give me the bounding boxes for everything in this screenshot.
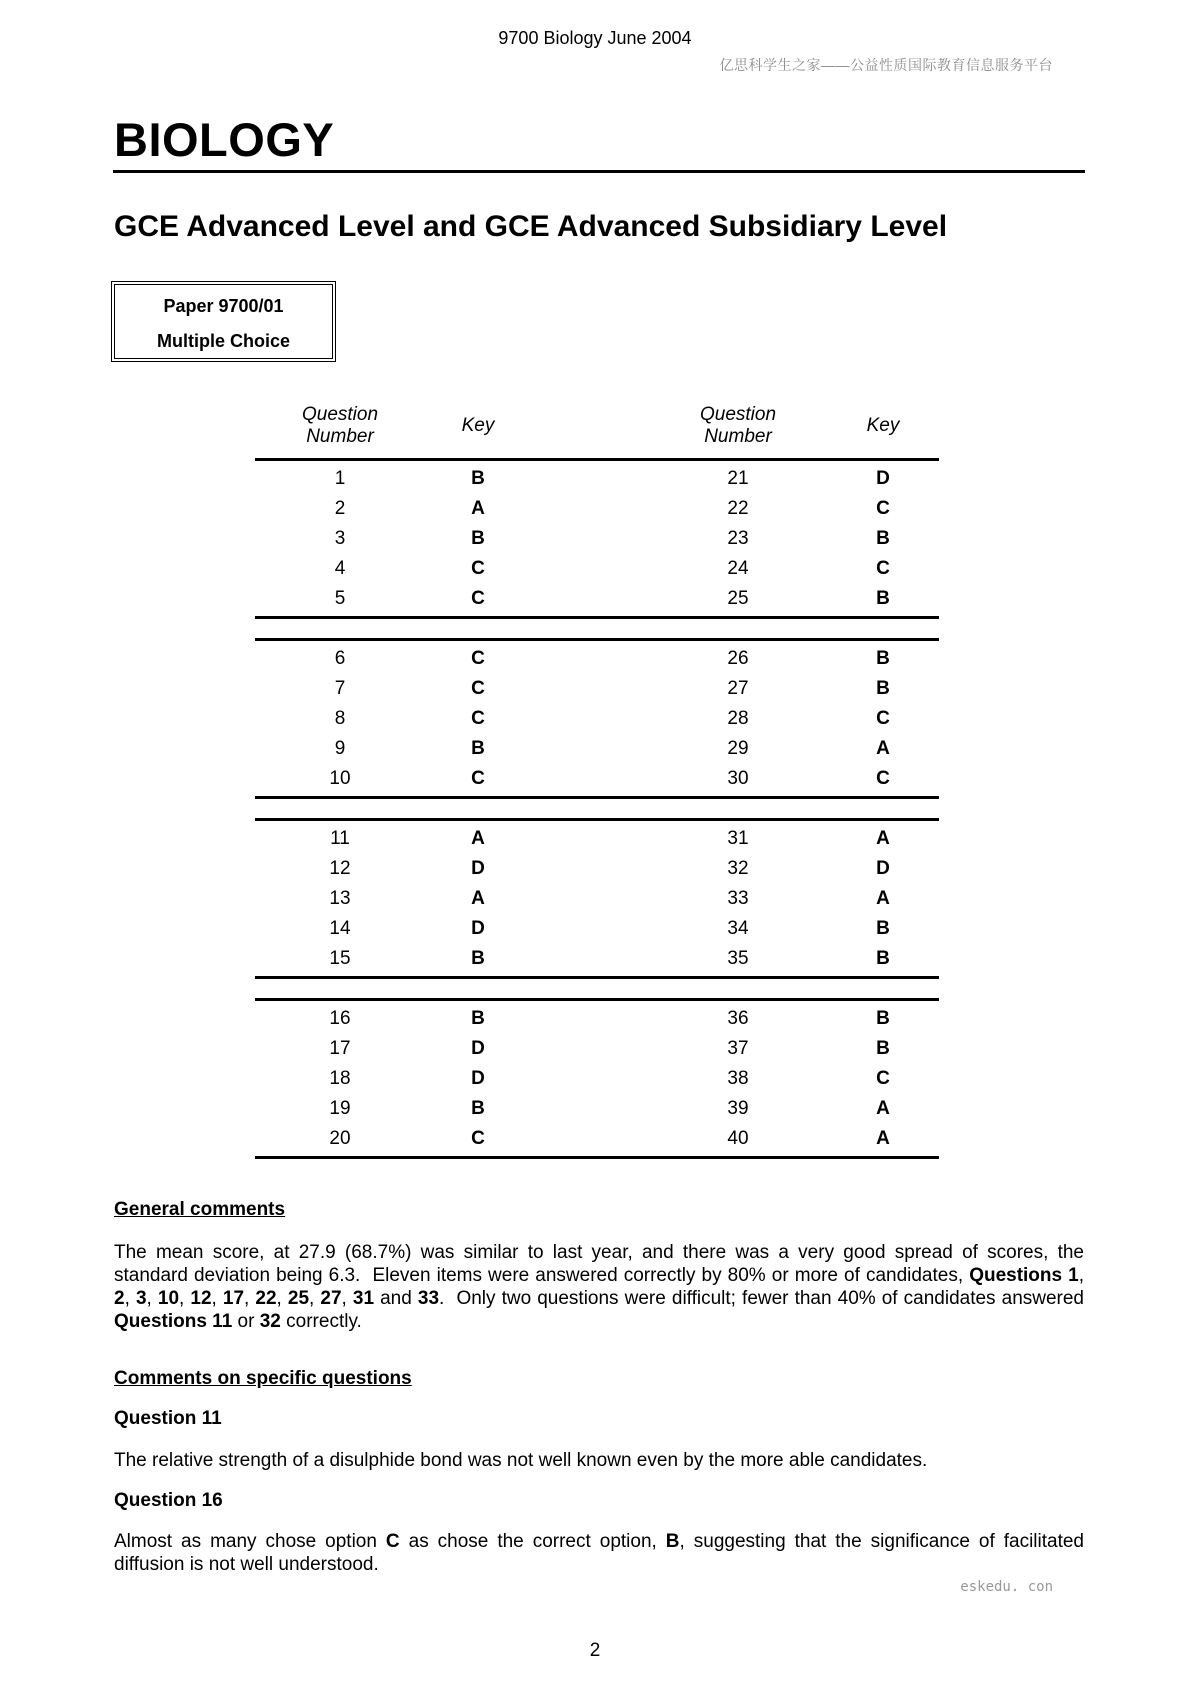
answer-key-cell: C (876, 1068, 890, 1089)
answer-key-cell: B (471, 948, 485, 969)
level-title: GCE Advanced Level and GCE Advanced Subsidiary Level (114, 210, 948, 243)
table-rule (255, 458, 939, 461)
watermark-bottom: eskedu. con (960, 1579, 1053, 1595)
answer-key-cell: C (876, 708, 890, 729)
table-rule (255, 818, 939, 821)
question-number-cell: 10 (329, 768, 351, 789)
answer-key-cell: B (471, 1098, 485, 1119)
paper-type: Multiple Choice (156, 331, 290, 351)
question-number-cell: 1 (334, 468, 346, 489)
question-number-cell: 34 (727, 918, 749, 939)
table-rule (255, 796, 939, 799)
specific-comments-heading: Comments on specific questions (114, 1368, 412, 1389)
question-number-cell: 40 (727, 1128, 749, 1149)
question-number-cell: 25 (727, 588, 749, 609)
question-number-cell: 30 (727, 768, 749, 789)
subject-title: BIOLOGY (114, 113, 335, 166)
answer-key-cell: C (876, 768, 890, 789)
paper-info-box (111, 281, 336, 362)
answer-key-cell: A (876, 738, 890, 759)
answer-key-cell: C (471, 588, 485, 609)
answer-key-cell: C (471, 648, 485, 669)
column-header-question-number: Question Number (699, 404, 777, 447)
answer-key-cell: A (876, 828, 890, 849)
question-number-cell: 23 (727, 528, 749, 549)
answer-key-cell: C (471, 558, 485, 579)
answer-key-cell: D (876, 468, 890, 489)
answer-key-cell: B (471, 738, 485, 759)
question-number-cell: 4 (334, 558, 346, 579)
question-number-cell: 35 (727, 948, 749, 969)
general-comments-heading: General comments (114, 1199, 286, 1220)
table-rule (255, 638, 939, 641)
question-number-cell: 32 (727, 858, 749, 879)
question-number-cell: 14 (329, 918, 351, 939)
column-header-key: Key (866, 415, 900, 436)
question-number-cell: 7 (334, 678, 346, 699)
answer-key-cell: B (471, 1008, 485, 1029)
question-number-cell: 39 (727, 1098, 749, 1119)
question-number-cell: 15 (329, 948, 351, 969)
question-number-cell: 37 (727, 1038, 749, 1059)
title-rule (113, 170, 1085, 173)
answer-key-cell: A (471, 828, 485, 849)
question-number-cell: 11 (330, 828, 350, 849)
answer-key-cell: B (876, 648, 890, 669)
question-number-cell: 17 (329, 1038, 351, 1059)
question-16-comment: Almost as many chose option C as chose the correct option, B, suggesting that the significance of facilitated diffusion is not well understood. (114, 1531, 1084, 1575)
answer-key-cell: A (471, 498, 485, 519)
running-header: 9700 Biology June 2004 (498, 28, 692, 48)
answer-key-cell: B (876, 1008, 890, 1029)
question-number-cell: 21 (727, 468, 749, 489)
paper-code: Paper 9700/01 (163, 296, 284, 316)
answer-key-cell: B (876, 918, 890, 939)
table-rule (255, 998, 939, 1001)
answer-key-cell: B (471, 468, 485, 489)
question-number-cell: 36 (727, 1008, 749, 1029)
table-rule (255, 1156, 939, 1159)
question-number-cell: 38 (727, 1068, 749, 1089)
answer-key-cell: B (876, 678, 890, 699)
question-number-cell: 12 (329, 858, 351, 879)
answer-key-cell: B (471, 528, 485, 549)
question-number-cell: 2 (334, 498, 346, 519)
column-header-question-number: Question Number (301, 404, 379, 447)
answer-key-cell: D (471, 1038, 485, 1059)
answer-key-cell: A (876, 1128, 890, 1149)
question-number-cell: 26 (727, 648, 749, 669)
question-number-cell: 27 (727, 678, 749, 699)
answer-key-cell: C (471, 1128, 485, 1149)
column-header-key: Key (461, 415, 495, 436)
question-number-cell: 13 (329, 888, 351, 909)
question-number-cell: 22 (727, 498, 749, 519)
question-number-cell: 16 (329, 1008, 351, 1029)
answer-key-cell: B (876, 528, 890, 549)
question-number-cell: 33 (727, 888, 749, 909)
question-number-cell: 20 (329, 1128, 351, 1149)
answer-key-cell: C (471, 708, 485, 729)
page-number: 2 (589, 1640, 601, 1661)
question-11-heading: Question 11 (114, 1408, 222, 1429)
answer-key-cell: B (876, 948, 890, 969)
answer-key-cell: C (876, 558, 890, 579)
answer-key-cell: A (876, 888, 890, 909)
question-number-cell: 6 (334, 648, 346, 669)
answer-key-cell: D (876, 858, 890, 879)
answer-key-cell: A (471, 888, 485, 909)
answer-key-cell: C (876, 498, 890, 519)
question-number-cell: 9 (334, 738, 346, 759)
question-number-cell: 5 (334, 588, 346, 609)
question-number-cell: 18 (329, 1068, 351, 1089)
answer-key-cell: D (471, 858, 485, 879)
answer-key-cell: A (876, 1098, 890, 1119)
general-comments-text: The mean score, at 27.9 (68.7%) was similar to last year, and there was a very good spread of scores, the standard deviation being 6.3. Eleven items were answered correctly by 80% or more of candidates, Questions 1, 2, 3, 10, 12, 17, 22, 25, 27, 31 and 33. Only two questions were difficult; fewer than 40% of candidates answered Questions 11 or 32 correctly. (114, 1242, 1085, 1332)
watermark-top: 亿思科学生之家——公益性质国际教育信息服务平台 (719, 57, 1053, 73)
question-number-cell: 31 (727, 828, 749, 849)
answer-key-cell: B (876, 588, 890, 609)
answer-key-cell: D (471, 918, 485, 939)
question-number-cell: 28 (727, 708, 749, 729)
question-number-cell: 3 (334, 528, 346, 549)
answer-key-cell: C (471, 768, 485, 789)
answer-key-cell: B (876, 1038, 890, 1059)
question-number-cell: 19 (329, 1098, 351, 1119)
table-rule (255, 976, 939, 979)
question-16-heading: Question 16 (114, 1490, 223, 1511)
question-number-cell: 24 (727, 558, 749, 579)
question-number-cell: 29 (727, 738, 749, 759)
table-rule (255, 616, 939, 619)
answer-key-cell: D (471, 1068, 485, 1089)
question-number-cell: 8 (334, 708, 346, 729)
question-11-comment: The relative strength of a disulphide bond was not well known even by the more able candidates. (114, 1450, 928, 1471)
answer-key-cell: C (471, 678, 485, 699)
